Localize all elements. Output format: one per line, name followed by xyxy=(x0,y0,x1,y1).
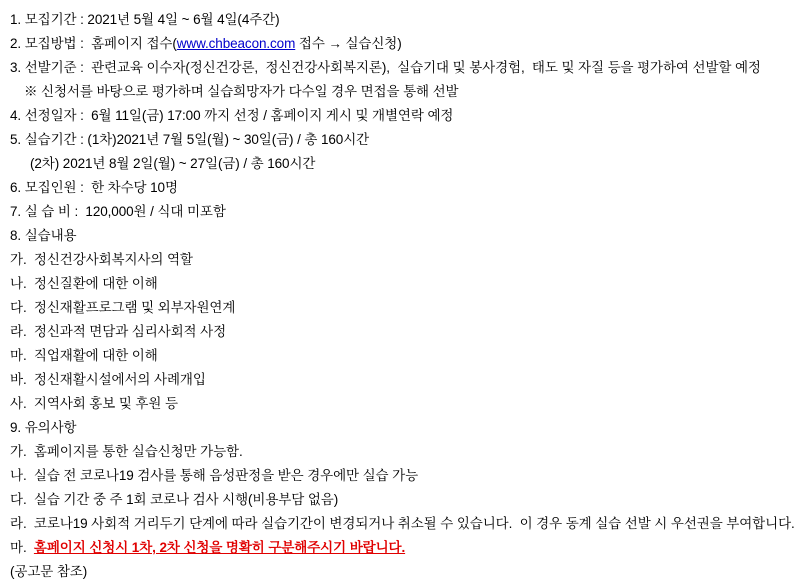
list-item-text: 가. 홈페이지를 통한 실습신청만 가능함. xyxy=(10,444,243,459)
note-line xyxy=(6,80,797,104)
section-heading xyxy=(6,224,797,248)
list-item-text: 다. 정신재활프로그램 및 외부자원연계 xyxy=(10,300,236,315)
reference-note-text: (공고문 참조) xyxy=(10,564,88,579)
list-item xyxy=(6,272,797,296)
list-item xyxy=(6,536,797,560)
list-item-text: (2차) 2021년 8월 2일(월) ~ 27일(금) / 총 160시간 xyxy=(30,156,316,171)
list-item xyxy=(6,104,797,128)
list-item-prefix: 마. xyxy=(10,540,34,555)
list-item-text: 3. 선발기준 : 관련교육 이수자(정신건강론, 정신건강사회복지론), 실습기대 및 봉사경험, 태도 및 자질 등을 평가하여 선발할 예정 xyxy=(10,60,761,75)
list-item xyxy=(6,32,797,56)
list-item-text: 가. 정신건강사회복지사의 역할 xyxy=(10,252,193,267)
list-item-text: 라. 코로나19 사회적 거리두기 단계에 따라 실습기간이 변경되거나 취소될 수 있습니다. 이 경우 동계 실습 선발 시 우선권을 부여합니다. xyxy=(10,516,795,531)
list-item-prefix: 2. 모집방법 : 홈페이지 접수( xyxy=(10,36,177,51)
list-item xyxy=(6,8,797,32)
list-item-text: 4. 선정일자 : 6월 11일(금) 17:00 까지 선정 / 홈페이지 게시 및 개별연락 예정 xyxy=(10,108,454,123)
list-item xyxy=(6,128,797,152)
list-item-continuation xyxy=(6,152,797,176)
list-item xyxy=(6,392,797,416)
list-item xyxy=(6,488,797,512)
list-item-text: 7. 실 습 비 : 120,000원 / 식대 미포함 xyxy=(10,204,226,219)
section-heading xyxy=(6,416,797,440)
list-item-text: 나. 정신질환에 대한 이해 xyxy=(10,276,158,291)
list-item-text: 나. 실습 전 코로나19 검사를 통해 음성판정을 받은 경우에만 실습 가능 xyxy=(10,468,419,483)
list-item xyxy=(6,512,797,536)
list-item-text: 라. 정신과적 면담과 심리사회적 사정 xyxy=(10,324,227,339)
list-item xyxy=(6,320,797,344)
list-item xyxy=(6,296,797,320)
reference-note xyxy=(6,560,797,584)
list-item-text: 다. 실습 기간 중 주 1회 코로나 검사 시행(비용부담 없음) xyxy=(10,492,339,507)
section-heading-text: 9. 유의사항 xyxy=(10,420,77,435)
note-text: ※ 신청서를 바탕으로 평가하며 실습희망자가 다수일 경우 면접을 통해 선발 xyxy=(24,84,459,99)
list-item xyxy=(6,344,797,368)
list-item-text: 5. 실습기간 : (1차)2021년 7월 5일(월) ~ 30일(금) / 총 160시간 xyxy=(10,132,370,147)
list-item-text: 마. 직업재활에 대한 이해 xyxy=(10,348,158,363)
list-item-text: 1. 모집기간 : 2021년 5월 4일 ~ 6월 4일(4주간) xyxy=(10,12,280,27)
list-item-text: 사. 지역사회 홍보 및 후원 등 xyxy=(10,396,178,411)
list-item-text: 6. 모집인원 : 한 차수당 10명 xyxy=(10,180,178,195)
list-item-text: 바. 정신재활시설에서의 사례개입 xyxy=(10,372,206,387)
list-item xyxy=(6,248,797,272)
list-item xyxy=(6,200,797,224)
list-item-suffix: 접수 → 실습신청) xyxy=(295,36,402,51)
section-heading-text: 8. 실습내용 xyxy=(10,228,77,243)
list-item xyxy=(6,464,797,488)
list-item xyxy=(6,56,797,80)
list-item xyxy=(6,368,797,392)
emphasized-notice: 홈페이지 신청시 1차, 2차 신청을 명확히 구분해주시기 바랍니다. xyxy=(33,540,406,555)
list-item xyxy=(6,176,797,200)
list-item xyxy=(6,440,797,464)
homepage-link[interactable]: www.chbeacon.com xyxy=(176,36,296,51)
